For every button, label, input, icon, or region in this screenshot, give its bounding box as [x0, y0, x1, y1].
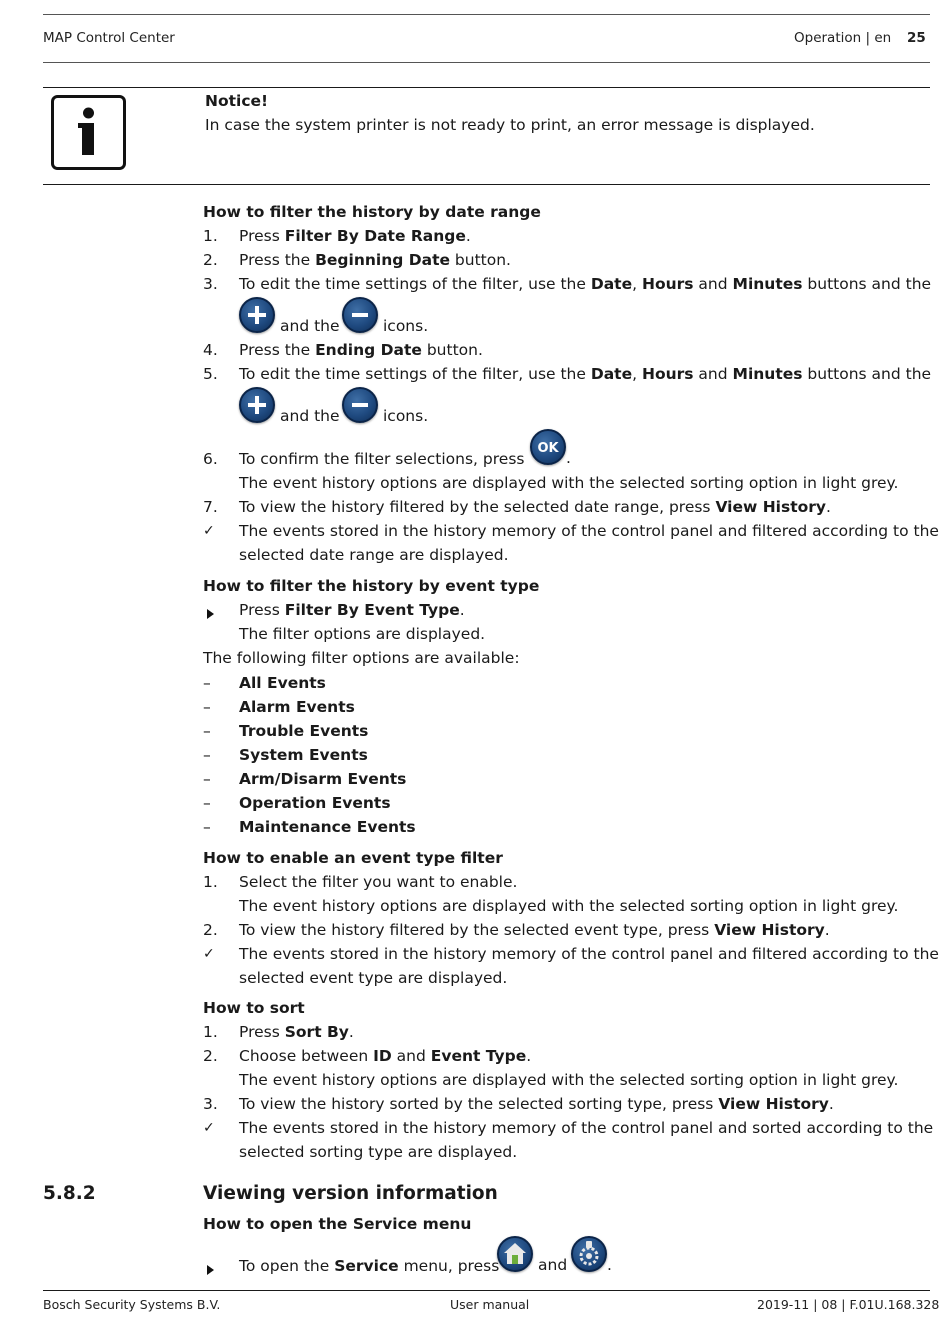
- event-type-result: The filter options are displayed.: [239, 625, 486, 643]
- date-step-7: To view the history filtered by the selected date range, press View History.: [239, 498, 831, 516]
- notice-title: Notice!: [205, 92, 269, 110]
- date-step-3: To edit the time settings of the filter, use the Date, Hours and Minutes buttons and the: [239, 275, 932, 293]
- date-step-6: To confirm the filter selections, press: [239, 450, 525, 468]
- and-the-text: and the: [280, 317, 340, 335]
- step-number: 1.: [203, 1023, 218, 1041]
- enable-step-1-result: The event history options are displayed with the selected sorting option in light grey.: [239, 897, 899, 915]
- header-section: Operation | en: [794, 30, 892, 46]
- footer-company: Bosch Security Systems B.V.: [43, 1297, 221, 1312]
- option-system-events: System Events: [239, 746, 368, 764]
- enable-check-line-1: The events stored in the history memory of the control panel and filtered according to the: [239, 945, 939, 963]
- enable-step-2: To view the history filtered by the selected event type, press View History.: [239, 921, 830, 939]
- enable-step-1: Select the filter you want to enable.: [239, 873, 518, 891]
- service-menu-heading: How to open the Service menu: [203, 1215, 472, 1233]
- info-icon: [51, 95, 126, 170]
- dash: –: [203, 746, 211, 764]
- step-number: 3.: [203, 1095, 218, 1113]
- ok-icon: [530, 429, 566, 465]
- sort-step-3: To view the history sorted by the selected sorting type, press View History.: [239, 1095, 834, 1113]
- dash: –: [203, 674, 211, 692]
- event-type-intro: The following filter options are available:: [203, 649, 520, 667]
- triangle-bullet-icon: [207, 1261, 215, 1279]
- event-type-step: Press Filter By Event Type.: [239, 601, 465, 619]
- dash: –: [203, 818, 211, 836]
- check-mark-icon: ✓: [203, 946, 215, 962]
- header-bottom-rule: [43, 62, 930, 63]
- period: .: [566, 449, 571, 467]
- section-title: Viewing version information: [203, 1183, 498, 1204]
- period: .: [607, 1256, 612, 1274]
- icons-text: icons.: [383, 407, 429, 425]
- sort-heading: How to sort: [203, 999, 305, 1017]
- minus-icon: [342, 387, 378, 423]
- plus-icon: [239, 297, 275, 333]
- step-number: 2.: [203, 1047, 218, 1065]
- header-top-rule: [43, 14, 930, 15]
- dash: –: [203, 698, 211, 716]
- step-number: 3.: [203, 275, 218, 293]
- ok-label: OK: [537, 441, 559, 456]
- option-arm-disarm-events: Arm/Disarm Events: [239, 770, 407, 788]
- check-mark-icon: ✓: [203, 523, 215, 539]
- plus-icon: [239, 387, 275, 423]
- footer-rule: [43, 1290, 930, 1291]
- notice-text: In case the system printer is not ready to print, an error message is displayed.: [205, 116, 815, 134]
- sort-step-2: Choose between ID and Event Type.: [239, 1047, 532, 1065]
- step-number: 2.: [203, 921, 218, 939]
- step-number: 6.: [203, 450, 218, 468]
- and-text: and: [538, 1256, 568, 1274]
- footer-doc-id: 2019-11 | 08 | F.01U.168.328: [757, 1297, 940, 1312]
- date-step-6-result: The event history options are displayed with the selected sorting option in light grey.: [239, 474, 899, 492]
- dash: –: [203, 770, 211, 788]
- dash: –: [203, 794, 211, 812]
- option-maintenance-events: Maintenance Events: [239, 818, 416, 836]
- icons-text: icons.: [383, 317, 429, 335]
- step-number: 1.: [203, 873, 218, 891]
- check-mark-icon: ✓: [203, 1120, 215, 1136]
- footer-doc-type: User manual: [450, 1297, 530, 1312]
- sort-step-1: Press Sort By.: [239, 1023, 354, 1041]
- step-number: 4.: [203, 341, 218, 359]
- page-number: 25: [907, 30, 926, 46]
- date-check-line-1: The events stored in the history memory of the control panel and filtered according to the: [239, 522, 939, 540]
- service-gear-icon: [571, 1236, 607, 1272]
- step-number: 7.: [203, 498, 218, 516]
- option-operation-events: Operation Events: [239, 794, 391, 812]
- date-check-line-2: selected date range are displayed.: [239, 546, 509, 564]
- option-alarm-events: Alarm Events: [239, 698, 355, 716]
- triangle-bullet-icon: [207, 605, 215, 623]
- date-range-heading: How to filter the history by date range: [203, 203, 541, 221]
- date-step-2: Press the Beginning Date button.: [239, 251, 511, 269]
- doc-title: MAP Control Center: [43, 30, 175, 46]
- sort-step-2-result: The event history options are displayed with the selected sorting option in light grey.: [239, 1071, 899, 1089]
- minus-icon: [342, 297, 378, 333]
- step-number: 2.: [203, 251, 218, 269]
- sort-check-line-1: The events stored in the history memory of the control panel and sorted according to the: [239, 1119, 934, 1137]
- step-number: 5.: [203, 365, 218, 383]
- section-number: 5.8.2: [43, 1183, 96, 1204]
- sort-check-line-2: selected sorting type are displayed.: [239, 1143, 518, 1161]
- enable-check-line-2: selected event type are displayed.: [239, 969, 508, 987]
- event-type-heading: How to filter the history by event type: [203, 577, 540, 595]
- notice-top-rule: [43, 87, 930, 88]
- option-trouble-events: Trouble Events: [239, 722, 369, 740]
- enable-filter-heading: How to enable an event type filter: [203, 849, 503, 867]
- service-step: To open the Service menu, press: [239, 1257, 500, 1275]
- date-step-5: To edit the time settings of the filter, use the Date, Hours and Minutes buttons and the: [239, 365, 932, 383]
- date-step-1: Press Filter By Date Range.: [239, 227, 471, 245]
- home-icon: [497, 1236, 533, 1272]
- notice-bottom-rule: [43, 184, 930, 185]
- option-all-events: All Events: [239, 674, 326, 692]
- dash: –: [203, 722, 211, 740]
- and-the-text: and the: [280, 407, 340, 425]
- step-number: 1.: [203, 227, 218, 245]
- date-step-4: Press the Ending Date button.: [239, 341, 483, 359]
